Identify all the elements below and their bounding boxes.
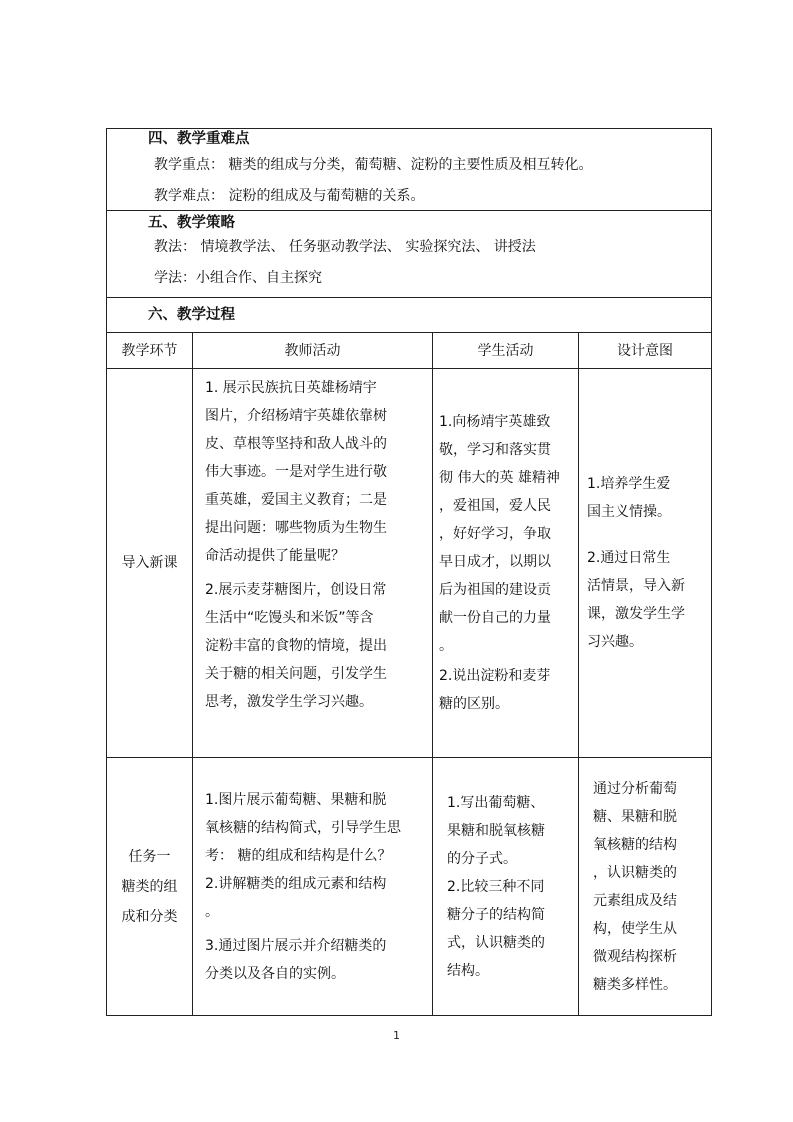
section4-cell xyxy=(107,129,712,211)
text-line: 重英雄，爱国主义教育；二是 xyxy=(205,492,387,508)
teacher-activity-paragraph xyxy=(205,374,426,570)
teacher-activity-paragraph xyxy=(205,786,426,870)
text-line: 糖的区别。 xyxy=(439,696,509,712)
text-line: 淀粉丰富的食物的情境，提出 xyxy=(205,638,387,654)
table-header-row xyxy=(107,333,712,369)
text-line: ，认识糖类的 xyxy=(593,864,677,881)
design-intent-paragraph xyxy=(587,544,705,656)
text-line: 。 xyxy=(205,903,219,920)
header-design: 设计意图 xyxy=(579,333,712,369)
text-line: 国主义情操。 xyxy=(587,504,671,520)
text-line: 思考，激发学生学习兴趣。 xyxy=(205,694,373,710)
section6-title: 六、教学过程 xyxy=(148,307,235,323)
text-line: 生活中“吃馒头和米饭”等含 xyxy=(205,610,374,626)
text-line: 1. 展示民族抗日英雄杨靖宇 xyxy=(205,380,377,396)
text-line: 课，激发学生学 xyxy=(587,606,685,622)
design-intent-paragraph xyxy=(593,775,705,999)
text-line: 1.向杨靖宇英雄致 xyxy=(439,414,551,430)
text-line: 早日成才，以期以 xyxy=(439,554,551,570)
text-line: 伟大事迹。一是对学生进行敬 xyxy=(205,464,387,480)
header-teacher: 教师活动 xyxy=(193,333,433,369)
text-line: 关于糖的相关问题，引发学生 xyxy=(205,666,387,682)
text-line: 3.通过图片展示并介绍糖类的 xyxy=(205,937,387,954)
stage-label: 导入新课 xyxy=(121,555,178,571)
text-line: 氧核糖的结构简式，引导学生思 xyxy=(205,819,401,836)
text-line: 式，认识糖类的 xyxy=(447,934,545,951)
text-line: 2.展示麦芽糖图片，创设日常 xyxy=(205,582,387,598)
header-stage: 教学环节 xyxy=(107,333,193,369)
text-line: 敬，学习和落实贯 xyxy=(439,442,551,458)
text-line: 微观结构探析 xyxy=(593,948,677,965)
text-line: 图片，介绍杨靖宇英雄依靠树 xyxy=(205,408,387,424)
table-row xyxy=(107,369,712,758)
stage-cell xyxy=(107,369,193,758)
text-line: 考： 糖的组成和结构是什么？ xyxy=(205,847,392,864)
student-activity-paragraph xyxy=(447,873,574,985)
teacher-activity-paragraph xyxy=(205,576,426,716)
design-intent-paragraph xyxy=(587,470,705,526)
section5-cell xyxy=(107,211,712,298)
text-line: 2.比较三种不同 xyxy=(447,878,545,895)
text-line: ，爱祖国，爱人民 xyxy=(439,498,551,514)
text-line: 的分子式。 xyxy=(447,850,517,867)
student-activity-paragraph xyxy=(447,789,574,873)
text-line: 通过分析葡萄 xyxy=(593,780,677,797)
learning-methods-text: 学法：小组合作、自主探究 xyxy=(154,270,322,286)
text-line: 2.通过日常生 xyxy=(587,550,671,566)
text-line: 皮、草根等坚持和敌人战斗的 xyxy=(205,436,387,452)
student-activity-paragraph xyxy=(439,662,574,718)
section4-row xyxy=(107,129,712,211)
text-line: 氧核糖的结构 xyxy=(593,836,677,853)
section6-row xyxy=(107,298,712,333)
design-intent-cell xyxy=(579,758,712,1016)
text-line: 彻 伟大的英 雄精神 xyxy=(439,470,560,486)
section4-title: 四、教学重难点 xyxy=(148,131,250,147)
student-activity-cell xyxy=(433,369,579,758)
text-line: 习兴趣。 xyxy=(587,634,643,650)
text-line: 构，使学生从 xyxy=(593,920,677,937)
section5-title: 五、教学策略 xyxy=(148,215,235,231)
text-line: 1.写出葡萄糖、 xyxy=(447,794,545,811)
text-line: 1.培养学生爱 xyxy=(587,476,671,492)
page-number: 1 xyxy=(393,1029,400,1042)
text-line: 任务一 xyxy=(128,848,171,865)
teacher-activity-cell xyxy=(193,758,433,1016)
text-line: 糖类多样性。 xyxy=(593,976,677,993)
difficulty-text: 教学难点： 淀粉的组成及与葡萄糖的关系。 xyxy=(154,188,425,204)
text-line: 1.图片展示葡萄糖、果糖和脱 xyxy=(205,791,387,808)
text-line: 2.说出淀粉和麦芽 xyxy=(439,668,551,684)
text-line: 结构。 xyxy=(447,962,489,979)
text-line: 糖分子的结构简 xyxy=(447,906,545,923)
text-line: ，好好学习，争取 xyxy=(439,526,551,542)
text-line: 分类以及各自的实例。 xyxy=(205,965,345,982)
lesson-plan-table xyxy=(106,128,712,1016)
key-point-text: 教学重点： 糖类的组成与分类，葡萄糖、淀粉的主要性质及相互转化。 xyxy=(154,157,593,173)
text-line: 活情景，导入新 xyxy=(587,578,685,594)
text-line: 糖、果糖和脱 xyxy=(593,808,677,825)
teaching-methods-text: 教法： 情境教学法、 任务驱动教学法、 实验探究法、 讲授法 xyxy=(154,239,536,255)
student-activity-paragraph xyxy=(439,408,574,660)
section6-cell xyxy=(107,298,712,333)
text-line: 命活动提供了能量呢？ xyxy=(205,548,345,564)
text-line: 。 xyxy=(439,638,453,654)
text-line: 2.讲解糖类的组成元素和结构 xyxy=(205,875,387,892)
text-line: 提出问题：哪些物质为生物生 xyxy=(205,520,387,536)
text-line: 献一份自己的力量 xyxy=(439,610,551,626)
text-line: 糖类的组 xyxy=(121,878,178,895)
student-activity-cell xyxy=(433,758,579,1016)
header-student: 学生活动 xyxy=(433,333,579,369)
text-line: 成和分类 xyxy=(121,908,178,925)
text-line: 果糖和脱氧核糖 xyxy=(447,822,545,839)
teacher-activity-paragraph xyxy=(205,870,426,926)
teacher-activity-paragraph xyxy=(205,932,426,988)
stage-cell xyxy=(107,758,193,1016)
teacher-activity-cell xyxy=(193,369,433,758)
design-intent-cell xyxy=(579,369,712,758)
text-line: 后为祖国的建设贡 xyxy=(439,582,551,598)
section5-row xyxy=(107,211,712,298)
text-line: 元素组成及结 xyxy=(593,892,677,909)
stage-label xyxy=(107,842,192,932)
table-row xyxy=(107,758,712,1016)
